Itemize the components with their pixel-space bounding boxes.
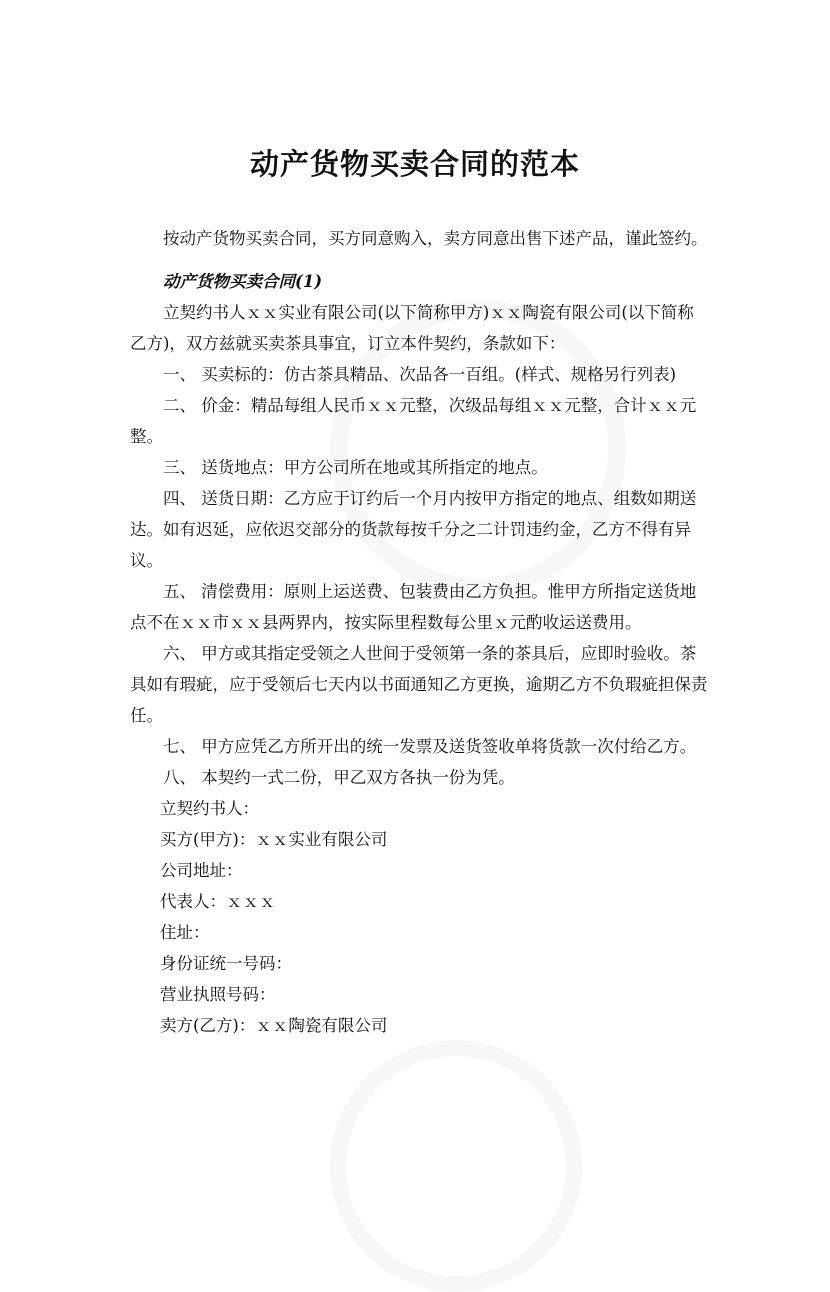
signature-block bbox=[130, 793, 710, 1041]
intro-paragraph: 按动产货物买卖合同，买方同意购入，卖方同意出售下述产品，谨此签约。 bbox=[163, 229, 708, 248]
signature-line: 立契约书人： bbox=[160, 799, 259, 818]
clause-2: 二、 价金：精品每组人民币ｘｘ元整，次级品每组ｘｘ元整，合计ｘｘ元整。 bbox=[130, 396, 697, 446]
signature-line: 住址： bbox=[160, 923, 210, 942]
watermark-seal-bottom bbox=[330, 1040, 582, 1292]
document-title: 动产货物买卖合同的范本 bbox=[249, 147, 580, 181]
clause-8: 八、 本契约一式二份，甲乙双方各执一份为凭。 bbox=[163, 768, 515, 787]
clause-3: 三、 送货地点：甲方公司所在地或其所指定的地点。 bbox=[163, 458, 548, 477]
clause-4: 四、 送货日期：乙方应于订约后一个月内按甲方指定的地点、组数如期送达。如有迟延，应依迟交部分的货款每按千分之二计罚违约金，乙方不得有异议。 bbox=[130, 489, 697, 570]
opening-paragraph: 立契约书人ｘｘ实业有限公司(以下简称甲方)ｘｘ陶瓷有限公司(以下简称乙方)，双方兹就买卖茶具事宜，订立本件契约，条款如下： bbox=[130, 303, 694, 353]
clause-1: 一、 买卖标的：仿古茶具精品、次品各一百组。(样式、规格另行列表) bbox=[163, 365, 677, 384]
clause-7: 七、 甲方应凭乙方所开出的统一发票及送货签收单将货款一次付给乙方。 bbox=[163, 737, 697, 756]
signature-line: 营业执照号码： bbox=[160, 985, 276, 1004]
signature-line: 卖方(乙方)：ｘｘ陶瓷有限公司 bbox=[160, 1016, 388, 1035]
clause-6: 六、 甲方或其指定受领之人世间于受领第一条的茶具后，应即时验收。茶具如有瑕疵，应于受领后七天内以书面通知乙方更换，逾期乙方不负瑕疵担保责任。 bbox=[130, 644, 708, 725]
contract-subheading: 动产货物买卖合同(1) bbox=[163, 272, 323, 291]
signature-line: 买方(甲方)：ｘｘ实业有限公司 bbox=[160, 830, 388, 849]
document-body bbox=[130, 223, 710, 1041]
signature-line: 身份证统一号码： bbox=[160, 954, 292, 973]
signature-line: 代表人：ｘｘｘ bbox=[160, 892, 276, 911]
signature-line: 公司地址： bbox=[160, 861, 243, 880]
clause-5: 五、 清偿费用：原则上运送费、包装费由乙方负担。惟甲方所指定送货地点不在ｘｘ市ｘｘ县两界内，按实际里程数每公里ｘ元酌收运送费用。 bbox=[130, 582, 697, 632]
